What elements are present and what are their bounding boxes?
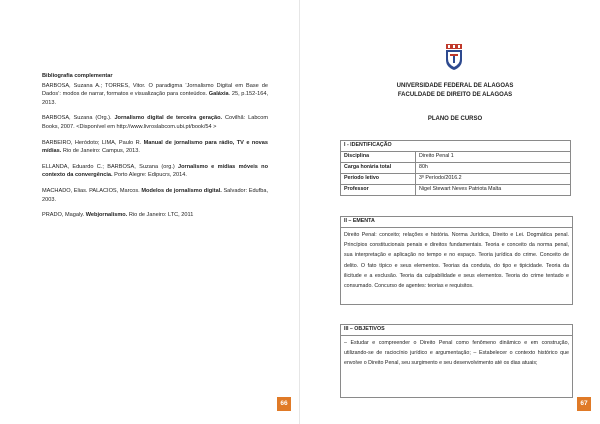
row-value: Direito Penal 1 xyxy=(416,152,571,163)
row-label: Carga horária total xyxy=(341,163,416,174)
reference-item: ELLANDA, Eduardo C.; BARBOSA, Suzana (org.) Jornalismo e mídias móveis no contexto da convergência. Porto Alegre: Edipucrs, 2014. xyxy=(42,163,268,179)
table-row xyxy=(341,185,571,196)
row-value: 80h xyxy=(416,163,571,174)
table-row xyxy=(341,163,571,174)
row-label: Professor xyxy=(341,185,416,196)
ementa-section xyxy=(340,216,573,305)
table-row xyxy=(341,152,571,163)
objetivos-text: – Estudar e compreender o Direito Penal como fenômeno dinâmico e em construção, utilizando-se de raciocínio jurídico e argumentação; – Estabelecer o contexto histórico que envolve o Direito Penal, seu surgimento e seu desenvolvimento até os dias atuais; xyxy=(344,340,569,367)
reference-item: MACHADO, Elias. PALACIOS, Marcos. Modelos de jornalismo digital. Salvador: Edufba, 2003. xyxy=(42,187,268,203)
row-label: Disciplina xyxy=(341,152,416,163)
faculty-name: FACULDADE DE DIREITO DE ALAGOAS xyxy=(397,92,513,98)
bibliography-section xyxy=(42,72,268,227)
ementa-text: Direito Penal: conceito; relações e história. Norma Jurídica, Direito e Lei. Dogmática penal. Princípios constitucionais penais e direitos fundamentais. Teoria e conceito da norma penal, sua interpretação e aplicação no tempo e no espaço. Teoria jurídica do crime. Conceito de delito. O fato típico e seus elementos. Teorias da conduta, do tipo e tipicidade. Teoria da ilicitude e a exclusão. Teoria da culpabilidade e seus elementos. Teoria do crime tentado e consumado. Concurso de agentes: teorias e requisitos. xyxy=(344,232,569,290)
row-label: Período letivo xyxy=(341,174,416,185)
row-value: Nigel Stewart Neves Patriota Malta xyxy=(416,185,571,196)
plan-title: PLANO DE CURSO xyxy=(427,116,483,122)
row-value: 3º Período/2016.2 xyxy=(416,174,571,185)
objetivos-section xyxy=(340,324,573,398)
reference-item: BARBEIRO, Heródoto; LIMA, Paulo R. Manual de jornalismo para rádio, TV e novas mídias. Rio de Janeiro: Campus, 2013. xyxy=(42,139,269,155)
bibliography-heading: Bibliografia complementar xyxy=(42,73,113,79)
reference-item: BARBOSA, Suzana (Org.). Jornalismo digital de terceira geração. Covilhã: Labcom Books, 2007. <Disponível em http://www.livroslabcom.ubi.pt/book/54 > xyxy=(42,115,268,130)
table-row xyxy=(341,174,571,185)
identification-table xyxy=(340,140,571,196)
ementa-heading: II – EMENTA xyxy=(341,217,572,228)
page-number-right: 67 xyxy=(577,397,591,411)
identification-heading: I - IDENTIFICAÇÃO xyxy=(341,141,571,152)
page-number-left: 66 xyxy=(277,397,291,411)
objetivos-heading: III – OBJETIVOS xyxy=(341,325,572,336)
institution-name: UNIVERSIDADE FEDERAL DE ALAGOAS xyxy=(396,83,514,89)
university-crest-icon xyxy=(444,44,464,70)
reference-item: PRADO, Magaly. Webjornalismo. Rio de Janeiro: LTC, 2011 xyxy=(42,212,194,219)
reference-item: BARBOSA, Suzana A.; TORRES, Vitor. O paradigma ‘Jornalismo Digital em Base de Dados’: modos de narrar, formatos e visualização para conteúdos. Galáxia. 25, p.152-164, 2013. xyxy=(42,82,268,106)
